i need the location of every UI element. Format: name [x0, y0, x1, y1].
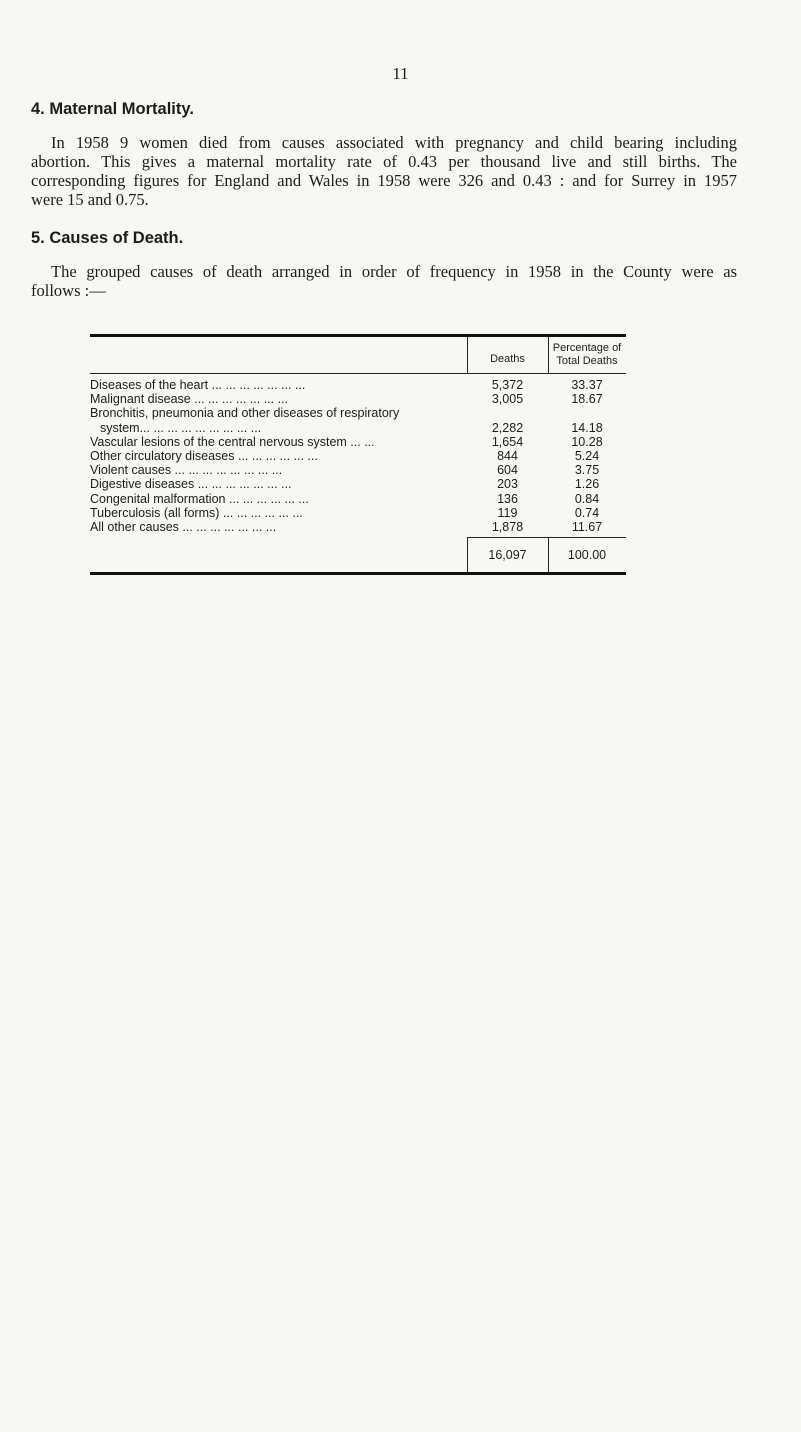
row-label: Tuberculosis (all forms) ... ... ... ... ... ...: [90, 505, 303, 520]
table-row: [90, 477, 626, 491]
table-bottom-rule: [90, 572, 626, 575]
section-heading-causes-of-death: 5. Causes of Death.: [31, 229, 184, 247]
row-label: All other causes ... ... ... ... ... ... ...: [90, 519, 277, 534]
row-deaths: 1,878: [491, 519, 524, 534]
header-percentage: [548, 342, 626, 368]
table-header: [90, 337, 626, 373]
total-percentage: 100.00: [567, 548, 607, 563]
row-label: Other circulatory diseases ... ... ... ... ... ...: [90, 448, 318, 463]
row-percentage: 18.67: [571, 392, 603, 407]
row-label: Digestive diseases ... ... ... ... ... ... ...: [90, 477, 292, 492]
table-row: [90, 449, 626, 463]
paragraph-line: The grouped causes of death arranged in order of frequency in 1958 in the County were as: [51, 262, 737, 281]
section-heading-maternal-mortality: 4. Maternal Mortality.: [31, 100, 194, 118]
row-percentage: 5.24: [574, 448, 600, 463]
row-label: [90, 406, 460, 434]
total-deaths: 16,097: [488, 548, 527, 563]
paragraph-line: abortion. This gives a maternal mortality rate of 0.43 per thousand live and still births. The: [31, 152, 737, 171]
table-row: [90, 435, 626, 449]
table-body: [90, 374, 626, 534]
row-percentage: 14.18: [571, 420, 603, 435]
table-row: [90, 406, 626, 434]
row-percentage: 3.75: [574, 463, 600, 478]
causes-of-death-paragraph: [31, 262, 737, 300]
header-deaths: Deaths: [490, 353, 525, 365]
table-row: [90, 463, 626, 477]
table-row: [90, 506, 626, 520]
causes-of-death-table: [90, 334, 626, 575]
row-label: Diseases of the heart ... ... ... ... ... ... ...: [90, 378, 306, 392]
total-row: [90, 538, 626, 572]
row-deaths: 1,654: [491, 434, 524, 449]
row-percentage: 10.28: [571, 434, 603, 449]
row-percentage: 33.37: [571, 378, 603, 392]
header-percentage-line1: Percentage of: [552, 342, 622, 354]
row-percentage: 11.67: [571, 519, 603, 534]
maternal-mortality-paragraph: [31, 133, 737, 209]
table-row: [90, 392, 626, 406]
row-percentage: 0.84: [574, 491, 600, 506]
table-row: [90, 378, 626, 392]
row-deaths: 5,372: [491, 378, 524, 392]
row-label-line1: Bronchitis, pneumonia and other diseases of respiratory: [90, 406, 400, 421]
paragraph-line: In 1958 9 women died from causes associated with pregnancy and child bearing including: [51, 133, 737, 152]
row-label: Congenital malformation ... ... ... ... ... ...: [90, 491, 309, 506]
row-deaths: 3,005: [491, 392, 524, 407]
row-label-line2: system... ... ... ... ... ... ... ... ...: [100, 420, 262, 435]
row-deaths: 119: [497, 505, 518, 520]
row-deaths: 2,282: [491, 420, 524, 435]
header-percentage-line2: Total Deaths: [556, 355, 618, 367]
row-label: Violent causes ... ... ... ... ... ... ... ...: [90, 463, 283, 478]
row-percentage: 0.74: [574, 505, 600, 520]
row-label: Vascular lesions of the central nervous system ... ...: [90, 434, 375, 449]
paragraph-line: corresponding figures for England and Wales in 1958 were 326 and 0.43 : and for Surrey in 1957: [31, 171, 737, 190]
page-number: 11: [392, 64, 409, 83]
paragraph-line: follows :—: [31, 281, 106, 300]
row-deaths: 136: [497, 491, 518, 506]
row-deaths: 604: [497, 463, 518, 478]
row-percentage: 1.26: [574, 477, 600, 492]
row-deaths: 203: [497, 477, 518, 492]
paragraph-line: were 15 and 0.75.: [31, 190, 149, 209]
row-deaths: 844: [497, 448, 518, 463]
table-row: [90, 492, 626, 506]
table-row: [90, 520, 626, 534]
row-label: Malignant disease ... ... ... ... ... ... ...: [90, 392, 288, 407]
